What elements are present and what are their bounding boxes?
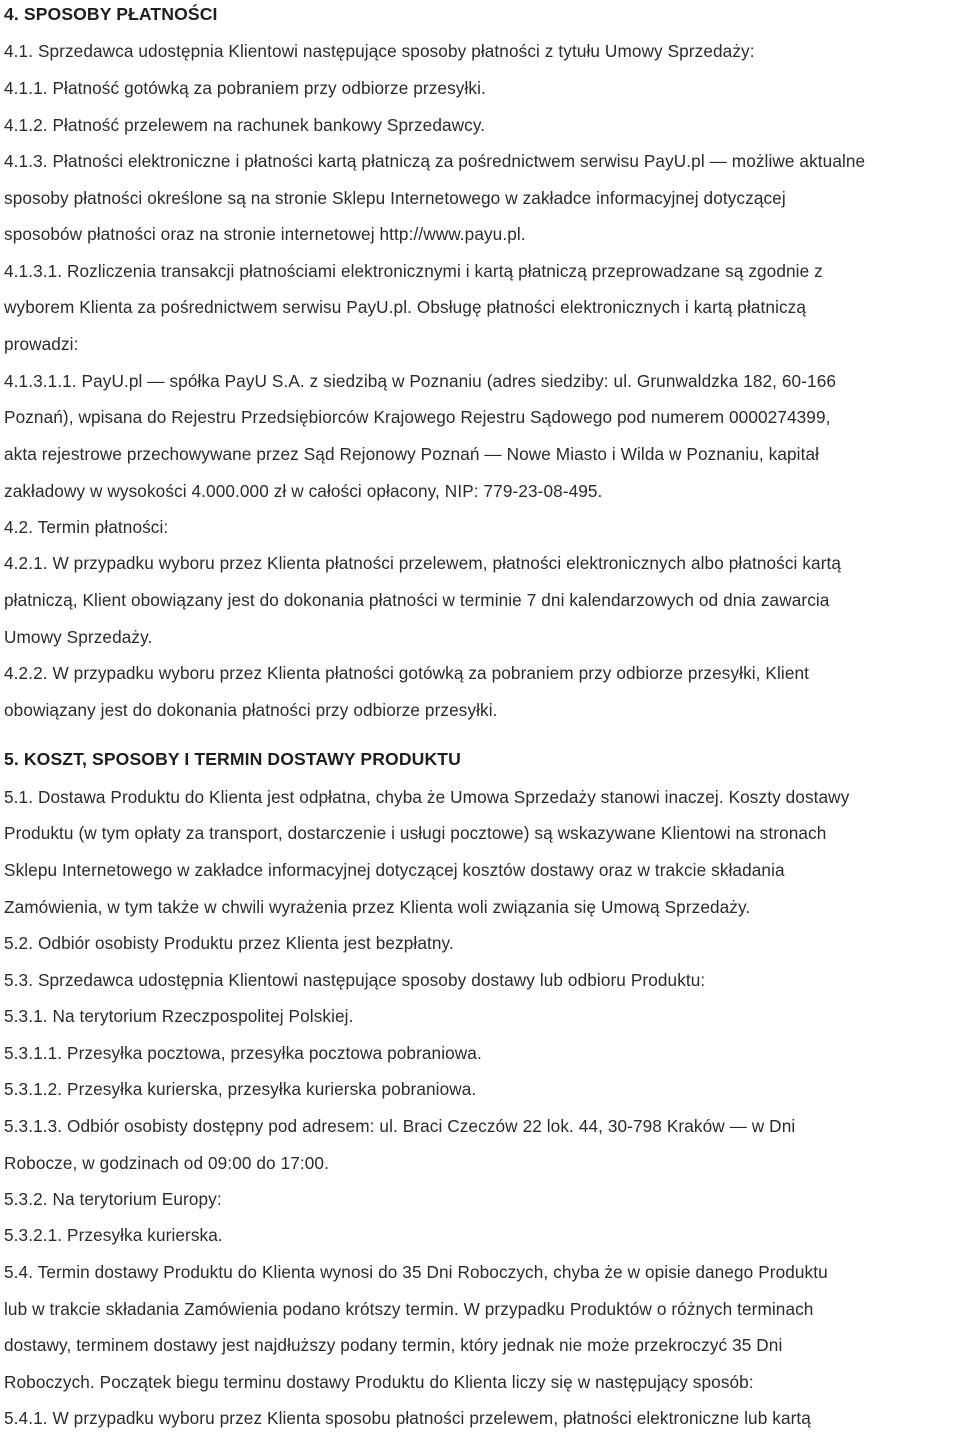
paragraph-line: Poznań), wpisana do Rejestru Przedsiębiorców Krajowego Rejestru Sądowego pod numerem 0000274399, — [4, 407, 831, 427]
paragraph-line: wyborem Klienta za pośrednictwem serwisu PayU.pl. Obsługę płatności elektronicznych i kartą płatniczą — [4, 297, 807, 317]
paragraph-line: 4.1. Sprzedawca udostępnia Klientowi następujące sposoby płatności z tytułu Umowy Sprzedaży: — [4, 41, 755, 61]
paragraph-line: sposobów płatności oraz na stronie internetowej http://www.payu.pl. — [4, 224, 526, 244]
paragraph-line: 5.3.2.1. Przesyłka kurierska. — [4, 1225, 223, 1245]
paragraph-line: płatniczą, Klient obowiązany jest do dokonania płatności w terminie 7 dni kalendarzowych od dnia zawarcia — [4, 590, 830, 610]
paragraph-line: lub w trakcie składania Zamówienia podano krótszy termin. W przypadku Produktów o różnych terminach — [4, 1299, 814, 1319]
paragraph-line: 5.1. Dostawa Produktu do Klienta jest odpłatna, chyba że Umowa Sprzedaży stanowi inaczej. Koszty dostawy — [4, 787, 850, 807]
paragraph-line: 5.3.1.3. Odbiór osobisty dostępny pod adresem: ul. Braci Czeczów 22 lok. 44, 30-798 Kraków — w Dni — [4, 1116, 796, 1136]
paragraph-line: 5.4.1. W przypadku wyboru przez Klienta sposobu płatności przelewem, płatności elektroniczne lub kartą — [4, 1408, 811, 1428]
paragraph-line: dostawy, terminem dostawy jest najdłuższy podany termin, który jednak nie może przekroczyć 35 Dni — [4, 1335, 783, 1355]
section-heading-payment-methods: 4. SPOSOBY PŁATNOŚCI — [4, 4, 218, 24]
paragraph-line: 4.2.1. W przypadku wyboru przez Klienta płatności przelewem, płatności elektronicznych albo płatności kartą — [4, 553, 842, 573]
paragraph-line: zakładowy w wysokości 4.000.000 zł w całości opłacony, NIP: 779-23-08-495. — [4, 481, 603, 501]
paragraph-line: 5.3.2. Na terytorium Europy: — [4, 1189, 222, 1209]
paragraph-line: Roboczych. Początek biegu terminu dostawy Produktu do Klienta liczy się w następujący sposób: — [4, 1372, 754, 1392]
paragraph-line: Sklepu Internetowego w zakładce informacyjnej dotyczącej kosztów dostawy oraz w trakcie składania — [4, 860, 785, 880]
paragraph-line: 4.1.3. Płatności elektroniczne i płatności kartą płatniczą za pośrednictwem serwisu PayU.pl — możliwe aktualne — [4, 151, 866, 171]
paragraph-line: Umowy Sprzedaży. — [4, 627, 153, 647]
paragraph-line: 5.3.1.2. Przesyłka kurierska, przesyłka kurierska pobraniowa. — [4, 1079, 477, 1099]
paragraph-line: 4.1.3.1.1. PayU.pl — spółka PayU S.A. z siedzibą w Poznaniu (adres siedziby: ul. Grunwaldzka 182, 60-166 — [4, 371, 837, 391]
paragraph-line: 5.3.1. Na terytorium Rzeczpospolitej Polskiej. — [4, 1006, 354, 1026]
paragraph-line: 4.1.1. Płatność gotówką za pobraniem przy odbiorze przesyłki. — [4, 78, 486, 98]
paragraph-line: Zamówienia, w tym także w chwili wyrażenia przez Klienta woli związania się Umową Sprzedaży. — [4, 897, 751, 917]
paragraph-line: 4.2.2. W przypadku wyboru przez Klienta płatności gotówką za pobraniem przy odbiorze przesyłki, Klient — [4, 663, 810, 683]
paragraph-line: 4.1.2. Płatność przelewem na rachunek bankowy Sprzedawcy. — [4, 115, 486, 135]
paragraph-line: 4.2. Termin płatności: — [4, 517, 169, 537]
paragraph-line: 5.2. Odbiór osobisty Produktu przez Klienta jest bezpłatny. — [4, 933, 454, 953]
paragraph-line: sposoby płatności określone są na stronie Sklepu Internetowego w zakładce informacyjnej dotyczącej — [4, 188, 786, 208]
paragraph-line: Robocze, w godzinach od 09:00 do 17:00. — [4, 1153, 329, 1173]
paragraph-line: akta rejestrowe przechowywane przez Sąd Rejonowy Poznań — Nowe Miasto i Wilda w Poznaniu, kapitał — [4, 444, 820, 464]
paragraph-line: obowiązany jest do dokonania płatności przy odbiorze przesyłki. — [4, 700, 498, 720]
section-heading-delivery: 5. KOSZT, SPOSOBY I TERMIN DOSTAWY PRODUKTU — [4, 749, 461, 769]
paragraph-line: Produktu (w tym opłaty za transport, dostarczenie i usługi pocztowe) są wskazywane Klientowi na stronach — [4, 823, 827, 843]
paragraph-line: 5.3.1.1. Przesyłka pocztowa, przesyłka pocztowa pobraniowa. — [4, 1043, 482, 1063]
paragraph-line: 4.1.3.1. Rozliczenia transakcji płatnościami elektronicznymi i kartą płatniczą przeprowadzane są zgodnie z — [4, 261, 823, 281]
paragraph-line: 5.3. Sprzedawca udostępnia Klientowi następujące sposoby dostawy lub odbioru Produktu: — [4, 970, 706, 990]
paragraph-line: prowadzi: — [4, 334, 79, 354]
paragraph-line: 5.4. Termin dostawy Produktu do Klienta wynosi do 35 Dni Roboczych, chyba że w opisie danego Produktu — [4, 1262, 828, 1282]
